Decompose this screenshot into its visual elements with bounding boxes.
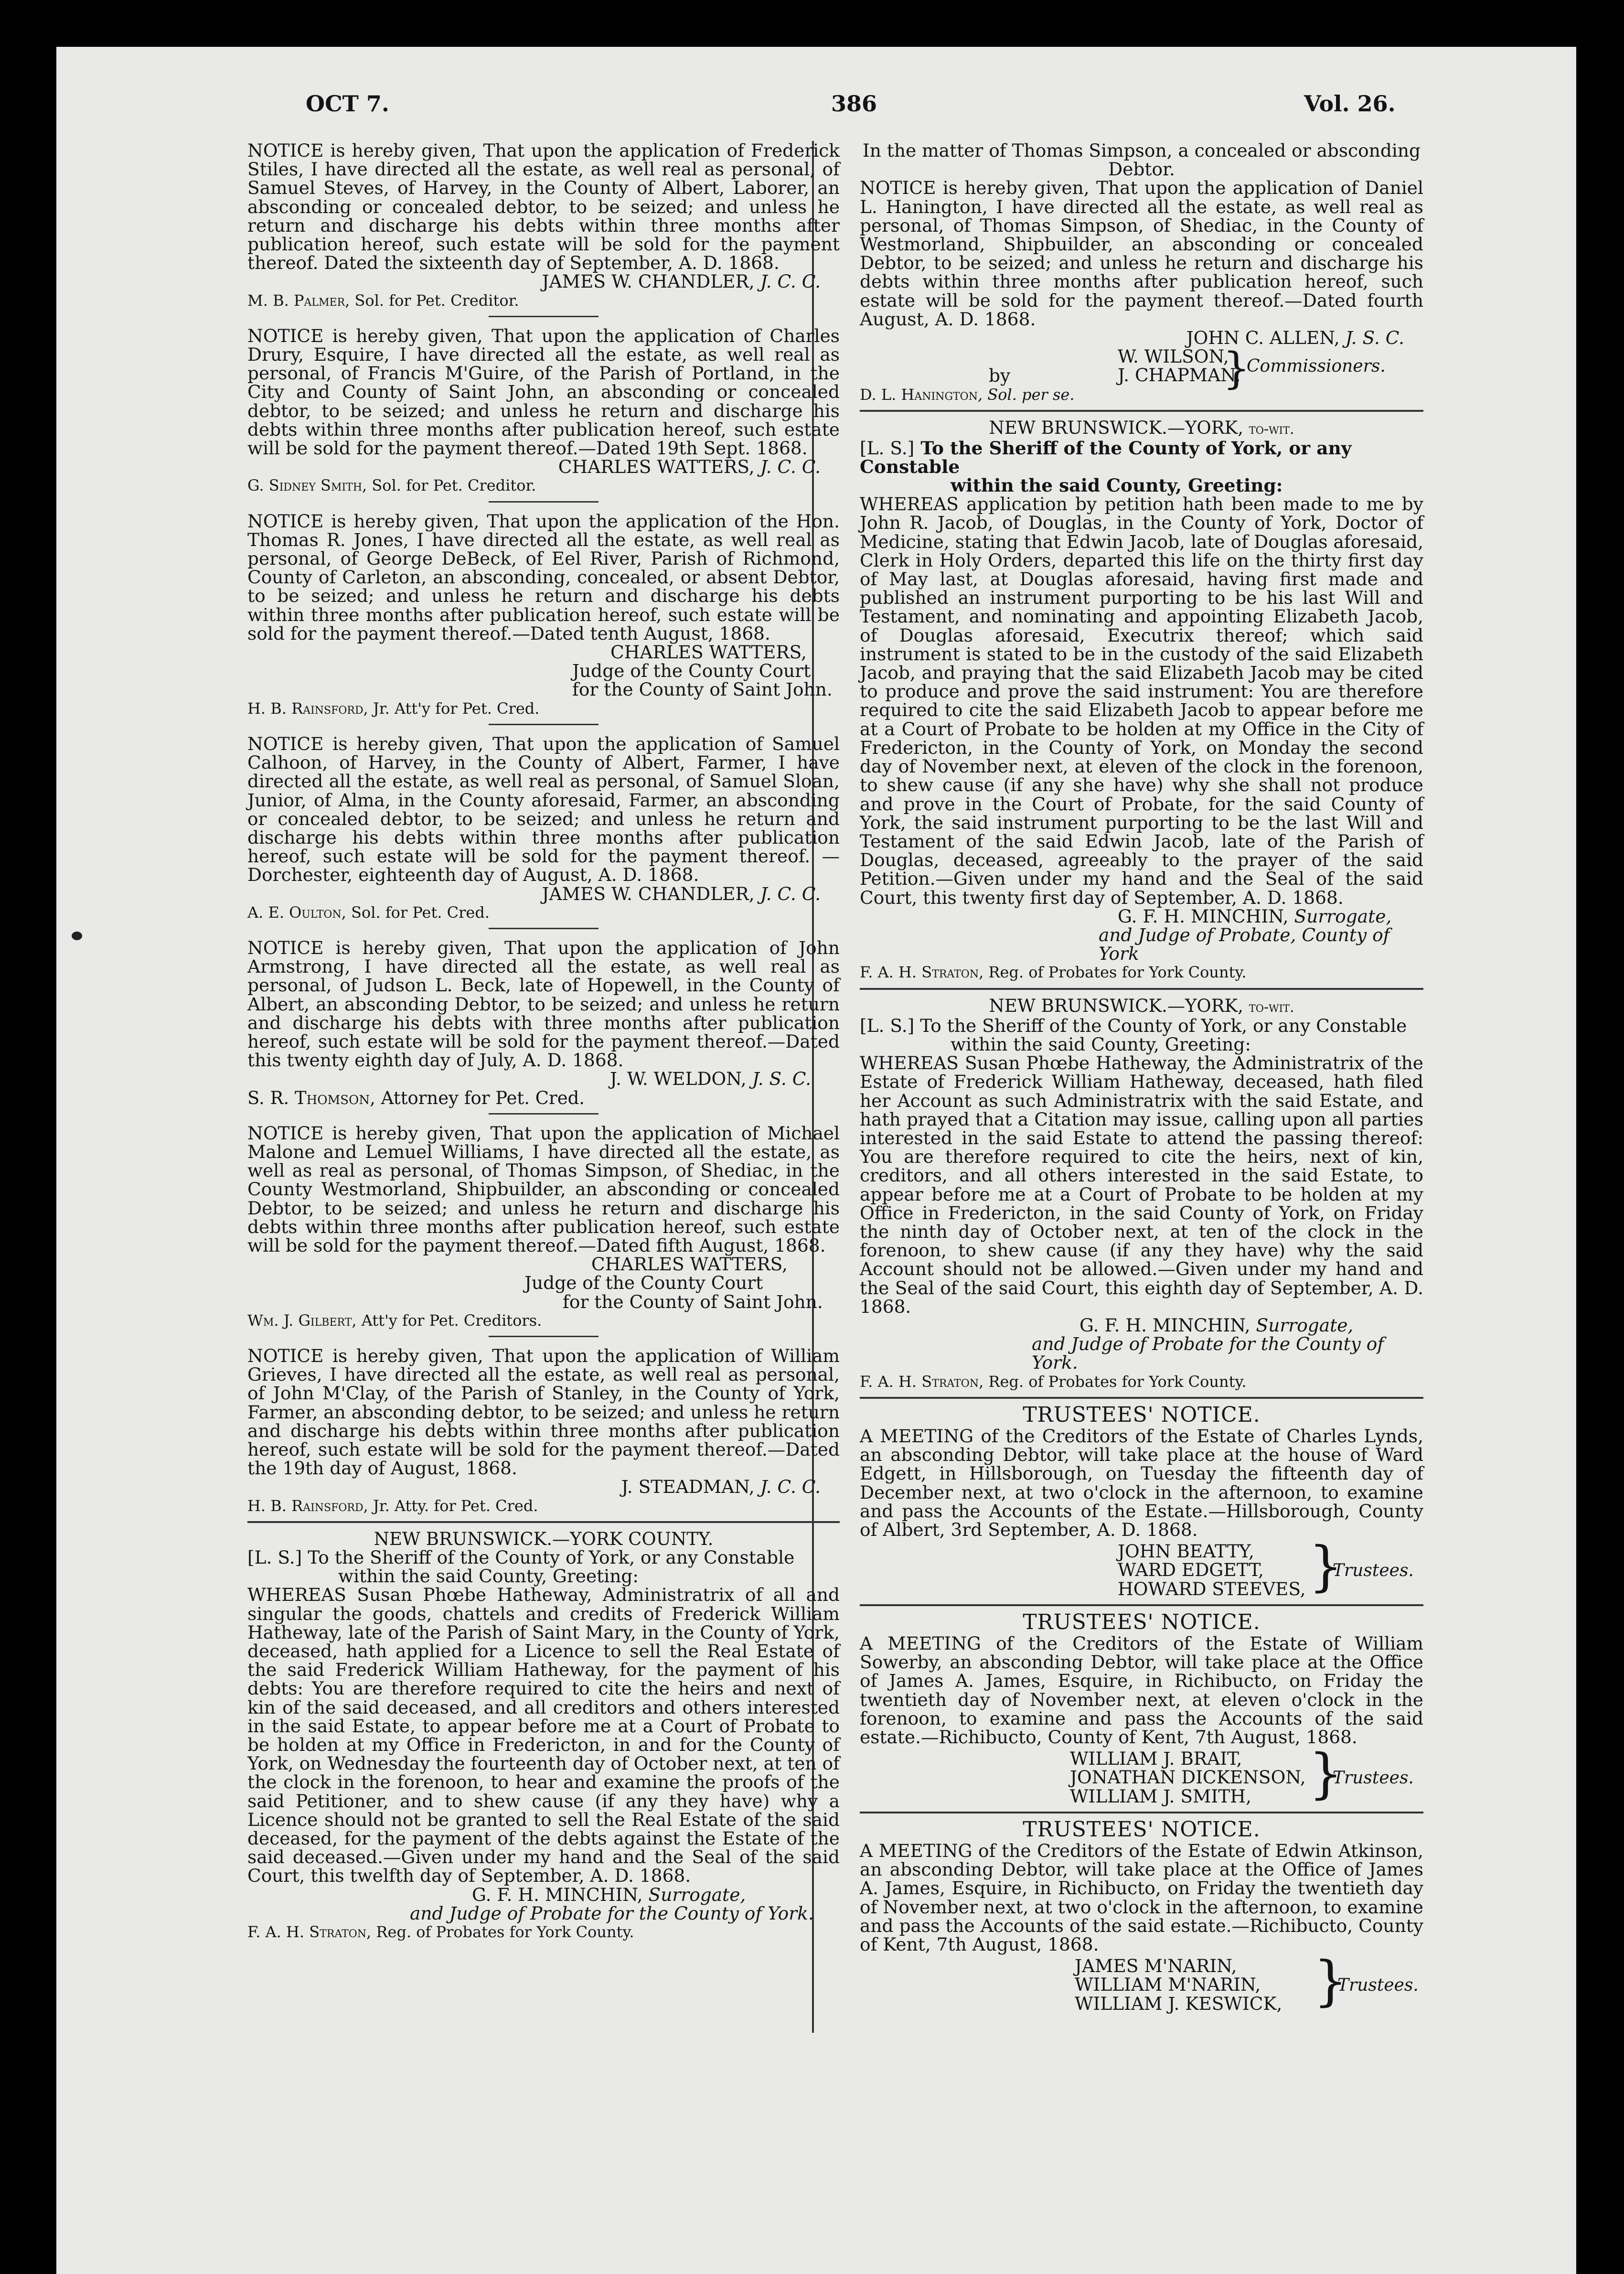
signer-title: J. S. C. bbox=[752, 1068, 811, 1090]
notice-body: WHEREAS Susan Phœbe Hatheway, Administratrix of all and singular the goods, chattels and credits of Frederick William Hatheway, late of the Parish of Saint Mary, in the County of York, deceased, hath applied for a Licence to sell the Real Estate of the said Frederick William Hatheway, for the payment of his debts: You are therefore required to cite the heirs and next of kin of the said deceased, and all creditors and others interested in the said Estate, to appear before me at a Court of Probate to be holden at my Office in Fredericton, in and for the County of York, on Wednesday the fourteenth day of October next, at ten of the clock in the forenoon, to hear and examine the proofs of the said Petitioner, and to shew cause (if any they have) why a Licence should not be granted to sell the Real Estate of the said deceased, for the payment of the debts against the Estate of the said deceased.—Given under my hand and the Seal of the said Court, this twelfth day of September, A. D. 1868. bbox=[247, 1584, 840, 1887]
registrar-line bbox=[860, 1373, 1423, 1391]
solicitor-role: , Sol. for Pet. Creditor. bbox=[345, 291, 519, 310]
commissioner-name: J. CHAPMAN, bbox=[1118, 365, 1241, 386]
notice-jacob bbox=[860, 418, 1423, 982]
solicitor-role: , Attorney for Pet. Cred. bbox=[370, 1087, 585, 1108]
notice-heading bbox=[860, 997, 1423, 1017]
notice-body: A MEETING of the Creditors of the Estate of William Sowerby, an absconding Debtor, will take place at the Office of James A. James, Esquire, in Richibucto, on Friday the twentieth day of November next, at eleven o'clock in the forenoon, to examine and pass the Accounts of the said estate.—Richibucto, County of Kent, 7th August, 1868. bbox=[860, 1633, 1423, 1748]
notice-body: NOTICE is hereby given, That upon the application of Charles Drury, Esquire, I have directed all the estate, as well real as personal, of Francis M'Guire, of the Parish of Portland, in the City and County of Saint John, an absconding or concealed debtor, to be seized; and unless he return and discharge his debts within three months after publication hereof, such estate will be sold for the payment thereof.—Dated 19th Sept. 1868. bbox=[247, 325, 840, 459]
address-line bbox=[247, 1567, 840, 1586]
by-label: by bbox=[989, 365, 1011, 386]
address-line bbox=[860, 1035, 1423, 1054]
address-text: within the said County, Greeting: bbox=[951, 475, 1283, 496]
registrar-name: F. A. H. Straton bbox=[860, 1372, 979, 1391]
signer-name: CHARLES WATTERS, bbox=[610, 642, 807, 663]
notice-malone bbox=[247, 1124, 840, 1330]
trustee-name: JONATHAN DICKENSON, bbox=[1070, 1767, 1306, 1788]
signer-name: JOHN C. ALLEN, bbox=[1186, 327, 1340, 349]
seal-mark: [L. S.] bbox=[860, 437, 915, 459]
trustee-name: WARD EDGETT, bbox=[1118, 1559, 1264, 1581]
notice-body: NOTICE is hereby given, That upon the application of the Hon. Thomas R. Jones, I have directed all the estate, as well real as personal, of George DeBeck, of Eel River, Parish of Richmond, County of Carleton, an absconding, concealed, or absent Debtor, to be seized; and unless he return and discharge his debts within three months after publication hereof, such estate will be sold for the payment thereof.—Dated tenth August, 1868. bbox=[247, 510, 840, 644]
notice-title: In the matter of Thomas Simpson, a concealed or absconding Debtor. bbox=[862, 140, 1421, 180]
signer-county: for the County of Saint John. bbox=[572, 679, 833, 700]
notice-york-licence bbox=[247, 1530, 840, 1941]
solicitor-name: A. E. Oulton bbox=[247, 903, 342, 922]
address-text: To the Sheriff of the County of York, or any Constable bbox=[308, 1547, 795, 1568]
registrar-line bbox=[247, 1923, 840, 1941]
signer-title: J. S. C. bbox=[1345, 327, 1404, 349]
address-text: within the said County, Greeting: bbox=[951, 1033, 1251, 1055]
divider bbox=[247, 1521, 840, 1523]
notice-signature bbox=[247, 1886, 840, 1904]
signer-title: J. C. C. bbox=[760, 271, 821, 292]
brace: } bbox=[1314, 1950, 1348, 2013]
address-line bbox=[860, 476, 1423, 495]
solicitor-name: D. L. Hanington bbox=[860, 386, 978, 404]
divider bbox=[860, 1397, 1423, 1399]
registrar-role: , Reg. of Probates for York County. bbox=[979, 1372, 1247, 1391]
notice-drury bbox=[247, 327, 840, 495]
commissioners-block bbox=[860, 343, 1423, 394]
notice-body: A MEETING of the Creditors of the Estate of Charles Lynds, an absconding Debtor, will take place at the house of Ward Edgett, in Hillsborough, on Tuesday the fifteenth day of December next, at two o'clock in the afternoon, to examine and pass the Accounts of the Estate.—Hillsborough, County of Albert, 3rd September, A. D. 1868. bbox=[860, 1426, 1423, 1541]
heading-text: NEW BRUNSWICK.—YORK, bbox=[989, 418, 1243, 439]
divider bbox=[489, 1113, 598, 1115]
solicitor-role: , Jr. Att'y for Pet. Cred. bbox=[363, 699, 540, 718]
registrar-name: F. A. H. Straton bbox=[247, 1923, 367, 1941]
commissioner-name: W. WILSON, bbox=[1118, 346, 1229, 367]
brace: } bbox=[1309, 1535, 1343, 1598]
solicitor-role: , Jr. Atty. for Pet. Cred. bbox=[363, 1496, 538, 1515]
notice-signature bbox=[247, 1070, 840, 1088]
notice-heading: TRUSTEES' NOTICE. bbox=[1023, 1609, 1261, 1634]
signer-name: JAMES W. CHANDLER, bbox=[542, 271, 755, 292]
seal-mark: [L. S.] bbox=[860, 1015, 915, 1036]
notice-simpson bbox=[860, 141, 1423, 404]
solicitor-line bbox=[247, 1497, 840, 1515]
notice-signature bbox=[860, 1316, 1423, 1335]
signer-office: and Judge of Probate for the County of York. bbox=[1032, 1333, 1384, 1373]
solicitor-name: H. B. Rainsford bbox=[247, 699, 363, 718]
divider bbox=[860, 1812, 1423, 1813]
trustees-label: Trustees. bbox=[1337, 1975, 1419, 1995]
signer-name: G. F. H. MINCHIN, bbox=[472, 1884, 643, 1905]
solicitor-role: , Att'y for Pet. Creditors. bbox=[352, 1311, 542, 1330]
trustees-label: Trustees. bbox=[1333, 1561, 1414, 1581]
issue-date: OCT 7. bbox=[306, 91, 389, 117]
trustee-name: JOHN BEATTY, bbox=[1118, 1541, 1254, 1562]
notice-stiles bbox=[247, 141, 840, 310]
signer-name: CHARLES WATTERS, bbox=[558, 456, 755, 478]
volume-number: Vol. 26. bbox=[1304, 91, 1396, 117]
signer-title: J. C. C. bbox=[760, 1476, 821, 1498]
solicitor-role: , Sol. per se. bbox=[977, 386, 1075, 404]
trustees-block bbox=[1070, 1743, 1423, 1807]
notice-body: NOTICE is hereby given, That upon the application of Daniel L. Hanington, I have directed all the estate, as well real as personal, of Thomas Simpson, of Shediac, in the County of Westmorland, Shipbuilder, an absconding or concealed Debtor, to be seized; and unless he return and discharge his debts within three months after publication hereof, such estate will be sold for the payment thereof.—Dated fourth August, A. D. 1868. bbox=[860, 177, 1423, 330]
commissioners-label: Commissioners. bbox=[1247, 356, 1386, 376]
notice-grieves bbox=[247, 1347, 840, 1515]
signer-title: Surrogate, bbox=[648, 1884, 746, 1905]
address-text: To the Sheriff of the County of York, or any Constable bbox=[860, 437, 1352, 477]
trustees-notice-sowerby bbox=[860, 1609, 1423, 1807]
signer-office: Judge of the County Court bbox=[524, 1272, 763, 1294]
seal-mark: [L. S.] bbox=[247, 1547, 302, 1568]
notice-signature bbox=[247, 458, 840, 476]
solicitor-role: , Sol. for Pet. Creditor. bbox=[362, 476, 536, 495]
registrar-line bbox=[860, 963, 1423, 982]
divider bbox=[489, 316, 598, 317]
divider bbox=[489, 928, 598, 929]
notice-heading: NEW BRUNSWICK.—YORK COUNTY. bbox=[374, 1528, 714, 1549]
trustee-name: WILLIAM J. SMITH, bbox=[1070, 1785, 1251, 1807]
solicitor-line bbox=[247, 903, 840, 922]
notice-body: WHEREAS Susan Phœbe Hatheway, the Administratrix of the Estate of Frederick William Hatheway, deceased, hath filed her Account as such Administratrix with the said Estate, and hath prayed that a Citation may issue, calling upon all parties interested in the said Estate to attend the passing thereof: You are therefore required to cite the heirs, next of kin, creditors, and all others interested in the said Estate, to appear before me at a Court of Probate to be holden at my Office in Fredericton, in the said County of York, on Friday the ninth day of October next, at ten of the clock in the forenoon, to shew cause (if any they have) why the said Account should not be allowed.—Given under my hand and the Seal of the said Court, this eighth day of September, A. D. 1868. bbox=[860, 1052, 1423, 1317]
notice-body: A MEETING of the Creditors of the Estate of Edwin Atkinson, an absconding Debtor, will take place at the Office of James A. James, Esquire, in Richibucto, on Friday the twentieth day of November next, at two o'clock in the afternoon, to examine and pass the Accounts of the said estate.—Richibucto, County of Kent, 7th August, 1868. bbox=[860, 1840, 1423, 1955]
divider bbox=[489, 724, 598, 725]
right-column bbox=[860, 141, 1423, 2013]
notice-signature bbox=[247, 1478, 840, 1496]
notice-body: NOTICE is hereby given, That upon the application of Michael Malone and Lemuel Williams, I have directed all the estate, as well as real as personal, of Thomas Simpson, of Shediac, in the County Westmorland, Shipbuilder, an absconding or concealed Debtor, to be seized; and unless he return and discharge his debts within three months after publication hereof, such estate will be sold for the payment thereof.—Dated fifth August, 1868. bbox=[247, 1122, 840, 1256]
registrar-role: , Reg. of Probates for York County. bbox=[979, 963, 1247, 982]
trustees-label: Trustees. bbox=[1333, 1768, 1414, 1788]
notice-heading: TRUSTEES' NOTICE. bbox=[1023, 1402, 1261, 1427]
notice-body: NOTICE is hereby given, That upon the application of William Grieves, I have directed all the estate, as well real as personal, of John M'Clay, of the Parish of Stanley, in the County of York, Farmer, an absconding debtor, to be seized; and unless he return and discharge his debts within three months after publication hereof, such estate will be sold for the payment thereof.—Dated the 19th day of August, 1868. bbox=[247, 1345, 840, 1479]
signer-name: G. F. H. MINCHIN, bbox=[1079, 1314, 1250, 1336]
notice-body: NOTICE is hereby given, That upon the application of John Armstrong, I have directed all the estate, as well real as personal, of Judson L. Beck, late of Hopewell, in the County of Albert, an absconding Debtor, to be seized; and unless he return and discharge his debts with three months after publication hereof, such estate will be sold for the payment thereof.—Dated this twenty eighth day of July, A. D. 1868. bbox=[247, 937, 840, 1071]
divider bbox=[489, 501, 598, 503]
solicitor-line bbox=[860, 386, 1423, 404]
signer-county: for the County of Saint John. bbox=[563, 1291, 823, 1312]
notice-jones bbox=[247, 512, 840, 718]
brace: } bbox=[1223, 343, 1250, 394]
trustees-notice-atkinson bbox=[860, 1817, 1423, 2014]
divider bbox=[860, 988, 1423, 990]
trustee-name: WILLIAM J. BRAIT, bbox=[1070, 1748, 1242, 1770]
signer-title: Surrogate, bbox=[1294, 905, 1392, 927]
signer-office: and Judge of Probate for the County of York. bbox=[410, 1902, 814, 1924]
heading-text: NEW BRUNSWICK.—YORK, bbox=[989, 995, 1243, 1016]
ink-blot bbox=[72, 932, 82, 940]
left-column bbox=[247, 141, 840, 1941]
trustee-name: HOWARD STEEVES, bbox=[1118, 1578, 1306, 1599]
solicitor-name: M. B. Palmer bbox=[247, 291, 345, 310]
trustees-block bbox=[1075, 1950, 1423, 2014]
notice-heading bbox=[860, 418, 1423, 439]
address-text: within the said County, Greeting: bbox=[338, 1566, 639, 1587]
notice-signature bbox=[247, 885, 840, 903]
solicitor-line bbox=[247, 1089, 840, 1107]
notice-signature bbox=[247, 272, 840, 291]
notice-signature bbox=[860, 329, 1423, 347]
heading-suffix: to-wit. bbox=[1249, 421, 1294, 438]
signer-office: Judge of the County Court bbox=[572, 660, 811, 682]
signer-name: CHARLES WATTERS, bbox=[591, 1254, 788, 1275]
signer-title: J. C. C. bbox=[760, 456, 821, 478]
address-line bbox=[247, 1548, 840, 1567]
trustees-block bbox=[1118, 1535, 1423, 1599]
registrar-name: F. A. H. Straton bbox=[860, 963, 979, 982]
notice-hatheway-account bbox=[860, 997, 1423, 1391]
signer-name: JAMES W. CHANDLER, bbox=[542, 883, 755, 904]
solicitor-line bbox=[247, 1311, 840, 1330]
trustee-name: WILLIAM J. KESWICK, bbox=[1075, 1993, 1282, 2014]
notice-body: WHEREAS application by petition hath been made to me by John R. Jacob, of Douglas, in the County of York, Doctor of Medicine, stating that Edwin Jacob, late of Douglas aforesaid, Clerk in Holy Orders, departed this life on the thirty first day of May last, at Douglas aforesaid, having first made and published an instrument purporting to be his last Will and Testament, and nominating and appointing Elizabeth Jacob, of Douglas aforesaid, Executrix thereof; which said instrument is stated to be in the custody of the said Elizabeth Jacob, and praying that the said Elizabeth Jacob may be cited to produce and prove the said instrument: You are therefore required to cite the said Elizabeth Jacob to appear before me at a Court of Probate to be holden at my Office in the City of Fredericton, in the County of York, on Monday the second day of November next, at eleven of the clock in the forenoon, to shew cause (if any she have) why she shall not produce and prove in the Court of Probate, for the said County of York, the said instrument purporting to be the last Will and Testament of the said Edwin Jacob, late of the Parish of Douglas, deceased, agreeably to the prayer of the said Petition.—Given under my hand and the Seal of the said Court, this twenty first day of September, A. D. 1868. bbox=[860, 493, 1423, 908]
divider bbox=[489, 1336, 598, 1337]
signer-name: G. F. H. MINCHIN, bbox=[1118, 905, 1289, 927]
solicitor-role: , Sol. for Pet. Cred. bbox=[341, 903, 490, 922]
signer-title: Surrogate, bbox=[1256, 1314, 1354, 1336]
registrar-role: , Reg. of Probates for York County. bbox=[366, 1923, 634, 1941]
solicitor-name: Wm. J. Gilbert bbox=[247, 1311, 352, 1330]
signer-title: J. C. C. bbox=[760, 883, 821, 904]
brace: } bbox=[1309, 1743, 1343, 1805]
solicitor-line bbox=[247, 291, 840, 310]
divider bbox=[860, 1604, 1423, 1606]
address-line bbox=[860, 439, 1423, 476]
signer-name: J. W. WELDON, bbox=[609, 1068, 747, 1090]
signer-office: and Judge of Probate, County of York bbox=[1099, 924, 1390, 965]
solicitor-line bbox=[247, 699, 840, 718]
signer-name: J. STEADMAN, bbox=[621, 1476, 755, 1498]
notice-body: NOTICE is hereby given, That upon the application of Samuel Calhoon, of Harvey, in the County of Albert, Farmer, I have directed all the estate, as well real as personal, of Samuel Sloan, Junior, of Alma, in the County aforesaid, Farmer, an absconding or concealed debtor, to be seized; and unless he return and discharge his debts within three months after publication hereof, such estate will be sold for the payment thereof. —Dorchester, eighteenth day of August, A. D. 1868. bbox=[247, 733, 840, 886]
heading-suffix: to-wit. bbox=[1249, 998, 1294, 1016]
solicitor-line bbox=[247, 476, 840, 495]
notice-armstrong bbox=[247, 939, 840, 1107]
trustees-notice-lynds bbox=[860, 1402, 1423, 1599]
notice-calhoon bbox=[247, 735, 840, 922]
solicitor-name: S. R. Thomson bbox=[247, 1087, 370, 1108]
trustee-name: WILLIAM M'NARIN, bbox=[1075, 1974, 1261, 1995]
address-line bbox=[860, 1017, 1423, 1035]
solicitor-name: H. B. Rainsford bbox=[247, 1496, 363, 1515]
address-text: To the Sheriff of the County of York, or any Constable bbox=[920, 1015, 1407, 1036]
notice-heading: TRUSTEES' NOTICE. bbox=[1023, 1817, 1261, 1842]
notice-signature bbox=[860, 907, 1423, 926]
solicitor-name: G. Sidney Smith bbox=[247, 476, 363, 495]
divider bbox=[860, 410, 1423, 412]
page-number: 386 bbox=[831, 91, 877, 117]
notice-body: NOTICE is hereby given, That upon the application of Frederick Stiles, I have directed all the estate, as well real as personal, of Samuel Steves, of Harvey, in the County of Albert, Laborer, an absconding or concealed debtor, to be seized; and unless he return and discharge his debts within three months after publication hereof, such estate will be sold for the payment thereof. Dated the sixteenth day of September, A. D. 1868. bbox=[247, 140, 840, 274]
trustee-name: JAMES M'NARIN, bbox=[1075, 1955, 1237, 1977]
